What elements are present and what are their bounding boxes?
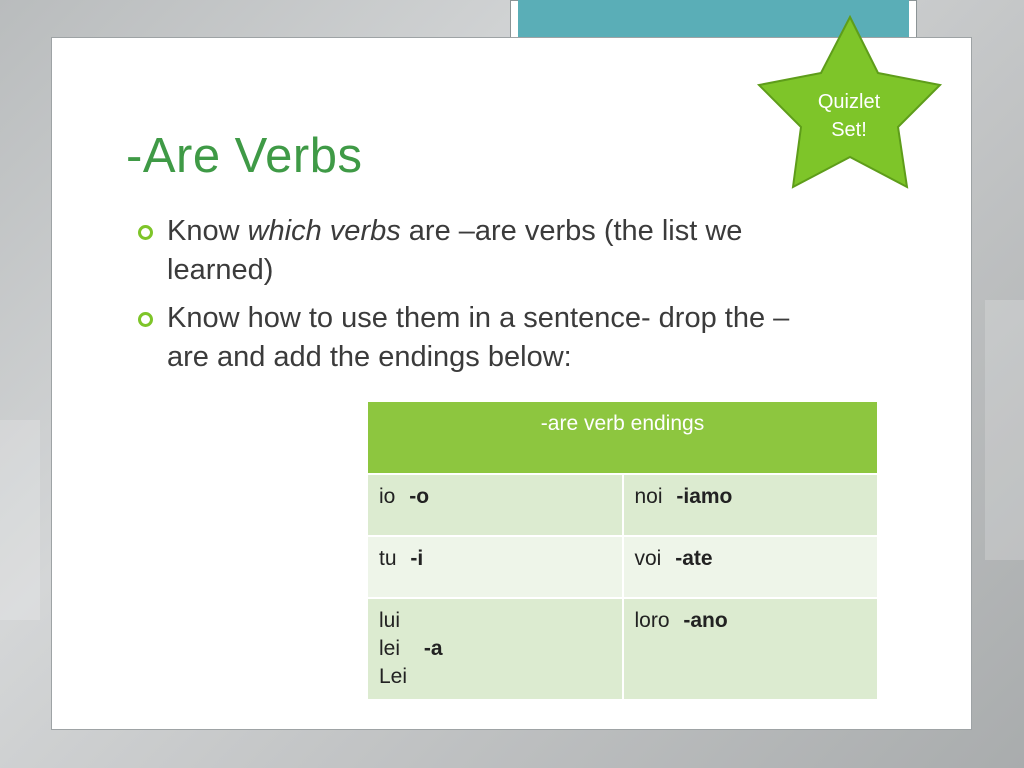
pronoun: io	[379, 485, 396, 508]
table-cell	[623, 474, 879, 536]
table-cell	[367, 474, 623, 536]
bullet-text-pre: Know	[167, 215, 248, 247]
bullet-item	[138, 212, 828, 290]
badge-line-2: Set!	[831, 119, 867, 141]
table-cell	[623, 598, 879, 700]
slide-title: -Are Verbs	[126, 129, 363, 183]
bullet-text: Know how to use them in a sentence- drop the –are and add the endings below:	[167, 302, 790, 373]
ending: -ano	[683, 609, 728, 632]
bullet-text-post: are –are verbs (the list we learned)	[167, 215, 743, 286]
verb-endings-table	[366, 400, 879, 701]
bullet-text-emphasis: which verbs	[247, 215, 401, 247]
bullet-list	[138, 212, 828, 386]
pronoun: noi	[634, 485, 663, 508]
ring-bullet-icon	[138, 225, 153, 240]
ending: -iamo	[676, 485, 733, 508]
table-cell	[367, 598, 623, 700]
background-pattern	[0, 420, 40, 620]
table-row	[367, 598, 878, 700]
pronoun: Lei	[379, 665, 408, 688]
pronoun: lei	[379, 637, 401, 660]
badge-line-1: Quizlet	[817, 91, 881, 113]
background-pattern	[985, 300, 1024, 560]
pronoun: tu	[379, 547, 397, 570]
ending: -i	[410, 547, 424, 570]
ring-bullet-icon	[138, 312, 153, 327]
bullet-item	[138, 299, 828, 377]
table-cell	[623, 536, 879, 598]
table-cell	[367, 536, 623, 598]
ending: -a	[423, 637, 443, 660]
table-header: -are verb endings	[367, 401, 878, 474]
table-row	[367, 536, 878, 598]
ending: -ate	[675, 547, 713, 570]
quizlet-badge[interactable]	[800, 88, 898, 144]
pronoun: lui	[379, 609, 401, 632]
pronoun: loro	[634, 609, 670, 632]
ending: -o	[409, 485, 430, 508]
table-row	[367, 474, 878, 536]
pronoun: voi	[634, 547, 662, 570]
